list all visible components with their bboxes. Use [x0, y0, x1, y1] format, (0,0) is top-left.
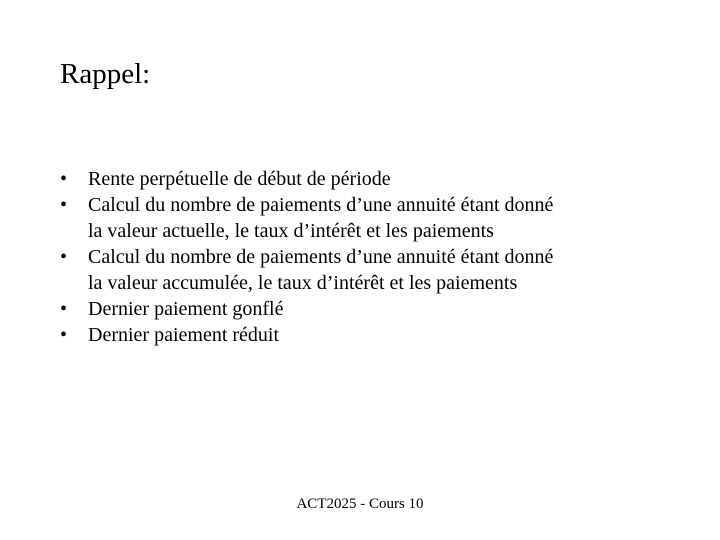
bullet-item — [60, 322, 680, 348]
bullet-text: la valeur accumulée, le taux d’intérêt et les paiements — [88, 272, 518, 294]
bullet-list — [60, 166, 680, 348]
bullet-item — [60, 166, 680, 192]
bullet-dot-icon: • — [60, 168, 68, 190]
bullet-dot-icon: • — [60, 298, 68, 320]
slide-title: Rappel: — [60, 58, 151, 90]
bullet-dot-icon: • — [60, 324, 68, 346]
bullet-dot-icon: • — [60, 194, 68, 216]
bullet-text: Calcul du nombre de paiements d’une annuité étant donné — [88, 194, 554, 216]
bullet-item — [60, 296, 680, 322]
bullet-item — [60, 244, 680, 296]
slide-footer: ACT2025 - Cours 10 — [296, 496, 424, 512]
bullet-dot-icon: • — [60, 246, 68, 268]
bullet-text: Dernier paiement gonflé — [88, 298, 284, 320]
bullet-item — [60, 192, 680, 244]
bullet-text: Calcul du nombre de paiements d’une annuité étant donné — [88, 246, 554, 268]
bullet-text: Rente perpétuelle de début de période — [88, 168, 391, 190]
bullet-text: la valeur actuelle, le taux d’intérêt et les paiements — [88, 220, 494, 242]
bullet-text: Dernier paiement réduit — [88, 324, 280, 346]
